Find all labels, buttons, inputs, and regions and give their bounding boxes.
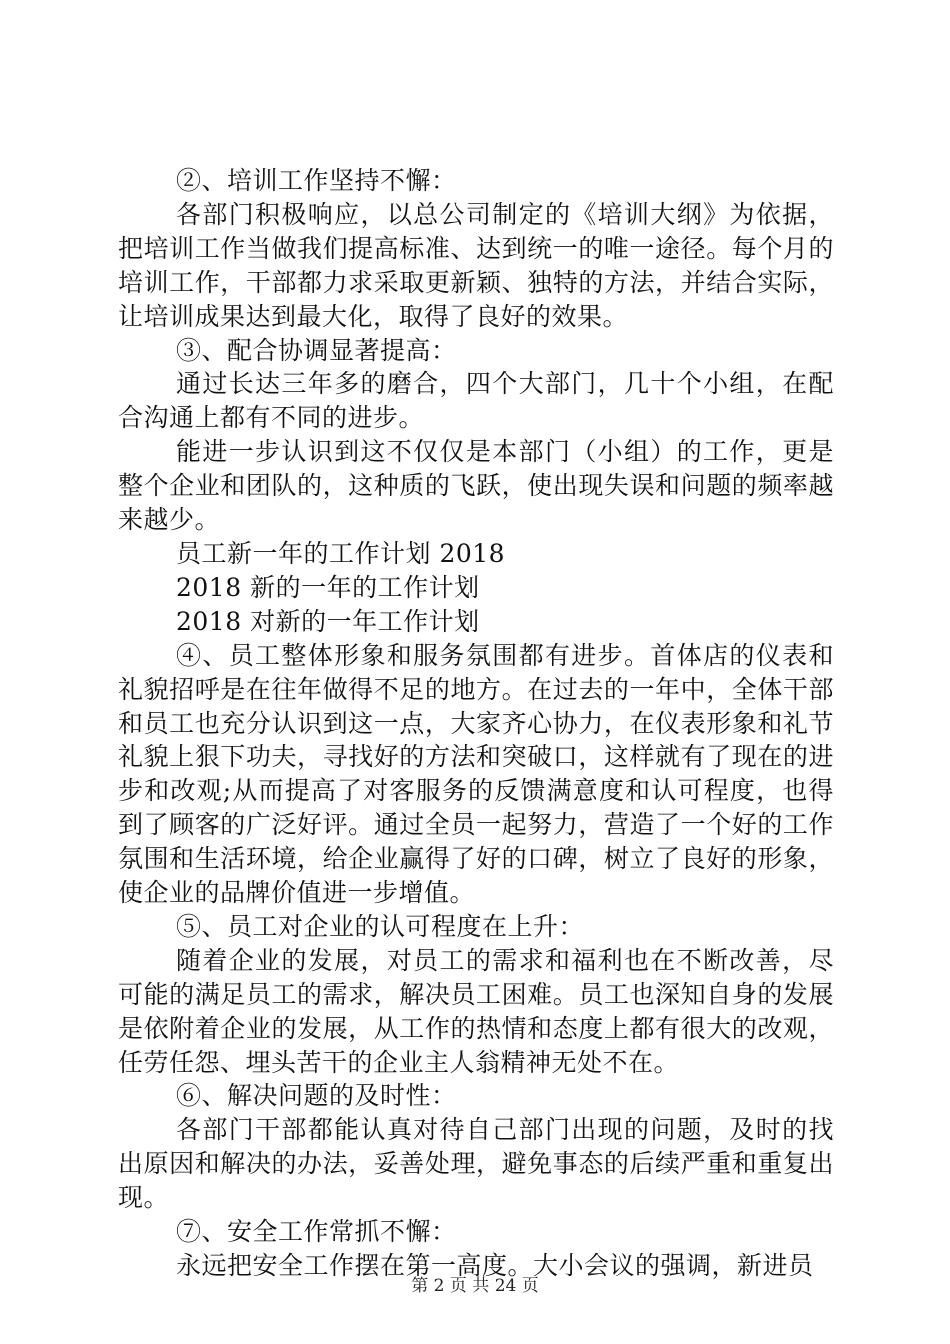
paragraph-image-service: ④、员工整体形象和服务氛围都有进步。首体店的仪表和礼貌招呼是在往年做得不足的地方。在过去的一年中，全体干部和员工也充分认识到这一点，大家齐心协力，在仪表形象和礼节礼貌上狠下功夫，寻找好的方法和突破口，这样就有了现在的进步和改观;从而提高了对客服务的反馈满意度和认可程度，也得到了顾客的广泛好评。通过全员一起努力，营造了一个好的工作氛围和生活环境，给企业赢得了好的口碑，树立了良好的形象，使企业的品牌价值进一步增值。	[118, 640, 834, 908]
paragraph-coordination: 通过长达三年多的磨合，四个大部门，几十个小组，在配合沟通上都有不同的进步。	[118, 369, 834, 433]
paragraph-recognition: 随着企业的发展，对员工的需求和福利也在不断改善，尽可能的满足员工的需求，解决员工困难。员工也深知自身的发展是依附着企业的发展，从工作的热情和态度上都有很大的改观，任劳任怨、埋头苦干的企业主人翁精神无处不在。	[118, 945, 834, 1077]
section-heading-training: ②、培训工作坚持不懈：	[176, 166, 457, 195]
paragraph-timeliness: 各部门干部都能认真对待自己部门出现的问题，及时的找出原因和解决的办法，妥善处理，避免事态的后续严重和重复出现。	[118, 1115, 834, 1213]
document-body	[118, 164, 834, 1283]
paragraph-training: 各部门积极响应，以总公司制定的《培训大纲》为依据，把培训工作当做我们提高标准、达到统一的唯一途径。每个月的培训工作，干部都力求采取更新颖、独特的方法，并结合实际，让培训成果达到最大化，取得了良好的效果。	[118, 199, 834, 331]
section-heading-coordination: ③、配合协调显著提高：	[176, 335, 457, 365]
inserted-title-2: 2018 新的一年的工作计划	[176, 572, 480, 602]
page-number-footer: 第 2 页 共 24 页	[411, 1276, 539, 1296]
inserted-title-1: 员工新一年的工作计划 2018	[176, 538, 506, 568]
section-heading-safety: ⑦、安全工作常抓不懈：	[176, 1217, 457, 1247]
inserted-title-3: 2018 对新的一年工作计划	[176, 606, 480, 636]
paragraph-awareness: 能进一步认识到这不仅仅是本部门（小组）的工作，更是整个企业和团队的，这种质的飞跃，使出现失误和问题的频率越来越少。	[118, 437, 834, 535]
section-heading-timeliness: ⑥、解决问题的及时性：	[176, 1081, 457, 1111]
paragraph-safety: 永远把安全工作摆在第一高度。大小会议的强调，新进员	[176, 1251, 814, 1280]
section-heading-recognition: ⑤、员工对企业的认可程度在上升：	[176, 911, 585, 941]
